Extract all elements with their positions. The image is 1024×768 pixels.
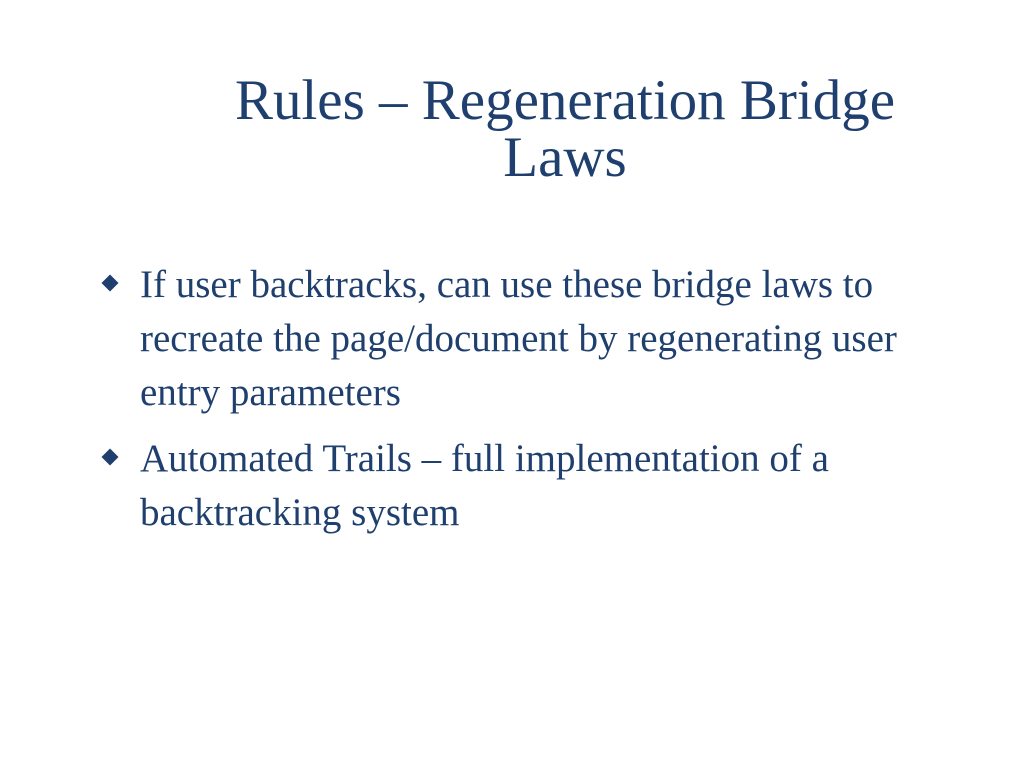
bullet-item — [100, 432, 980, 540]
slide-title — [150, 69, 980, 189]
slide-title-line-2: Laws — [503, 126, 627, 189]
diamond-bullet-icon — [102, 275, 119, 292]
bullet-text: Automated Trails – full implementation of a backtracking system — [140, 437, 829, 534]
bullet-list — [100, 258, 980, 552]
bullet-text: If user backtracks, can use these bridge laws to recreate the page/document by regenerating user entry parameters — [140, 263, 897, 414]
diamond-bullet-icon — [102, 449, 119, 466]
slide-title-line-1: Rules – Regeneration Bridge — [234, 69, 896, 132]
bullet-item — [100, 258, 980, 420]
